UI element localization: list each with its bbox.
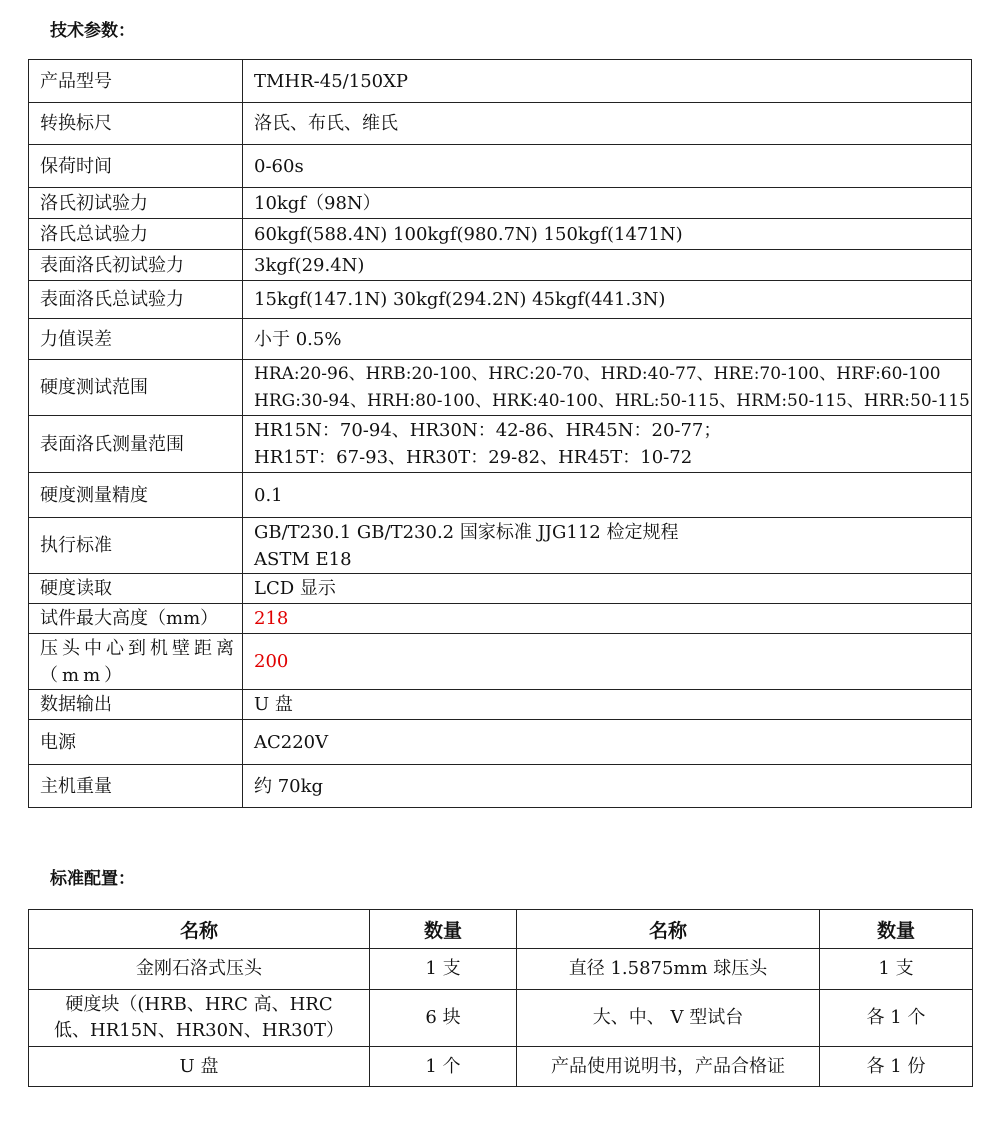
spec-row xyxy=(29,690,972,720)
spec-value-line: 60kgf(588.4N) 100kgf(980.7N) 150kgf(1471N) xyxy=(254,223,683,245)
config-row xyxy=(29,1047,973,1087)
spec-label: 洛氏初试验力 xyxy=(29,188,243,219)
spec-label: 洛氏总试验力 xyxy=(29,219,243,250)
spec-row xyxy=(29,416,972,473)
config-header-row xyxy=(29,910,973,949)
spec-row xyxy=(29,250,972,281)
config-cell xyxy=(29,990,370,1047)
config-cell: 1 支 xyxy=(820,949,973,990)
spec-table xyxy=(28,59,972,808)
config-header-qty-1: 数量 xyxy=(370,910,517,949)
spec-value-line: HR15T：67-93、HR30T：29-82、HR45T：10-72 xyxy=(254,447,693,468)
spec-label: 硬度读取 xyxy=(29,574,243,604)
config-row xyxy=(29,949,973,990)
spec-value xyxy=(243,518,972,574)
spec-row xyxy=(29,60,972,103)
spec-label: 保荷时间 xyxy=(29,145,243,188)
config-cell: 产品使用说明书，产品合格证 xyxy=(517,1047,820,1087)
spec-row xyxy=(29,219,972,250)
config-cell: 大、中、 V 型试台 xyxy=(517,990,820,1047)
spec-row xyxy=(29,634,972,690)
spec-value xyxy=(243,765,972,808)
spec-value-line: 0-60s xyxy=(254,155,304,177)
spec-row xyxy=(29,518,972,574)
config-cell-text: 硬度块（(HRB、HRC 高、HRC 低、HR15N、HR30N、HR30T） xyxy=(54,994,344,1041)
spec-value xyxy=(243,250,972,281)
spec-value xyxy=(243,720,972,765)
config-cell: 金刚石洛式压头 xyxy=(29,949,370,990)
spec-label: 表面洛氏总试验力 xyxy=(29,281,243,319)
spec-row xyxy=(29,319,972,360)
spec-row xyxy=(29,765,972,808)
spec-value xyxy=(243,604,972,634)
spec-value-line: TMHR-45/150XP xyxy=(254,70,409,92)
config-cell: U 盘 xyxy=(29,1047,370,1087)
spec-value-line: 洛氏、布氏、维氏 xyxy=(254,113,398,134)
spec-value xyxy=(243,103,972,145)
config-cell: 直径 1.5875mm 球压头 xyxy=(517,949,820,990)
spec-label: 表面洛氏初试验力 xyxy=(29,250,243,281)
config-cell: 1 支 xyxy=(370,949,517,990)
spec-value xyxy=(243,690,972,720)
spec-value-line: HR15N：70-94、HR30N：42-86、HR45N：20-77； xyxy=(254,420,722,441)
spec-value-line: 3kgf(29.4N) xyxy=(254,254,365,276)
spec-label: 硬度测量精度 xyxy=(29,473,243,518)
config-header-name-1: 名称 xyxy=(29,910,370,949)
spec-row xyxy=(29,145,972,188)
spec-row xyxy=(29,473,972,518)
spec-value xyxy=(243,574,972,604)
spec-row xyxy=(29,360,972,416)
spec-value xyxy=(243,416,972,473)
config-row xyxy=(29,990,973,1047)
config-cell: 6 块 xyxy=(370,990,517,1047)
config-section-title: 标准配置： xyxy=(50,869,135,889)
spec-label: 电源 xyxy=(29,720,243,765)
spec-section-title: 技术参数： xyxy=(50,21,135,41)
spec-value-line: 10kgf（98N） xyxy=(254,192,381,214)
spec-label: 表面洛氏测量范围 xyxy=(29,416,243,473)
spec-value-line: 15kgf(147.1N) 30kgf(294.2N) 45kgf(441.3N) xyxy=(254,289,666,310)
spec-value xyxy=(243,281,972,319)
spec-value xyxy=(243,219,972,250)
config-cell: 1 个 xyxy=(370,1047,517,1087)
spec-value-line: 200 xyxy=(254,651,289,672)
spec-value xyxy=(243,145,972,188)
spec-label: 力值误差 xyxy=(29,319,243,360)
spec-label: 转换标尺 xyxy=(29,103,243,145)
config-table xyxy=(28,909,973,1087)
spec-value-line: LCD 显示 xyxy=(254,578,336,599)
spec-value-line: AC220V xyxy=(254,731,329,753)
spec-value xyxy=(243,634,972,690)
config-header-qty-2: 数量 xyxy=(820,910,973,949)
spec-value xyxy=(243,473,972,518)
config-header-name-2: 名称 xyxy=(517,910,820,949)
spec-value-line: HRG:30-94、HRH:80-100、HRK:40-100、HRL:50-115、HRM:50-115、HRR:50-115 xyxy=(254,390,970,411)
spec-row xyxy=(29,188,972,219)
spec-value xyxy=(243,60,972,103)
spec-value-line: ASTM E18 xyxy=(254,548,352,570)
spec-label: 试件最大高度（mm） xyxy=(29,604,243,634)
spec-label: 数据输出 xyxy=(29,690,243,720)
spec-value-line: U 盘 xyxy=(254,694,293,715)
spec-value-line: 约 70kg xyxy=(254,775,324,797)
spec-value xyxy=(243,319,972,360)
spec-row xyxy=(29,281,972,319)
config-cell: 各 1 份 xyxy=(820,1047,973,1087)
spec-value xyxy=(243,360,972,416)
spec-value-line: 218 xyxy=(254,608,289,629)
spec-label: 硬度测试范围 xyxy=(29,360,243,416)
spec-label: 压头中心到机壁距离（mm） xyxy=(29,634,243,690)
spec-label: 执行标准 xyxy=(29,518,243,574)
spec-label: 产品型号 xyxy=(29,60,243,103)
spec-row xyxy=(29,604,972,634)
spec-row xyxy=(29,720,972,765)
spec-value-line: GB/T230.1 GB/T230.2 国家标准 JJG112 检定规程 xyxy=(254,521,679,543)
spec-label: 主机重量 xyxy=(29,765,243,808)
config-cell: 各 1 个 xyxy=(820,990,973,1047)
spec-row xyxy=(29,574,972,604)
spec-value-line: 0.1 xyxy=(254,484,283,506)
spec-value-line: HRA:20-96、HRB:20-100、HRC:20-70、HRD:40-77、HRE:70-100、HRF:60-100 xyxy=(254,363,941,384)
spec-row xyxy=(29,103,972,145)
spec-value-line: 小于 0.5% xyxy=(254,328,342,350)
spec-value xyxy=(243,188,972,219)
